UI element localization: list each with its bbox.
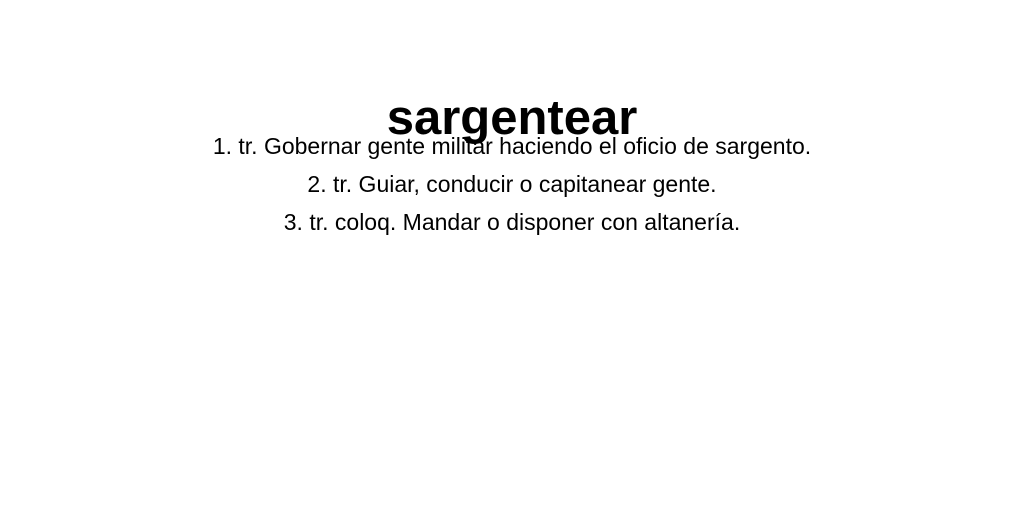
headword: sargentear: [386, 90, 638, 145]
definition-2: 2. tr. Guiar, conducir o capitanear gente.: [307, 171, 717, 197]
definition-3: 3. tr. coloq. Mandar o disponer con altanería.: [283, 209, 741, 235]
definition-1: 1. tr. Gobernar gente militar haciendo el oficio de sargento.: [212, 133, 812, 159]
definition-list: [0, 127, 1024, 241]
